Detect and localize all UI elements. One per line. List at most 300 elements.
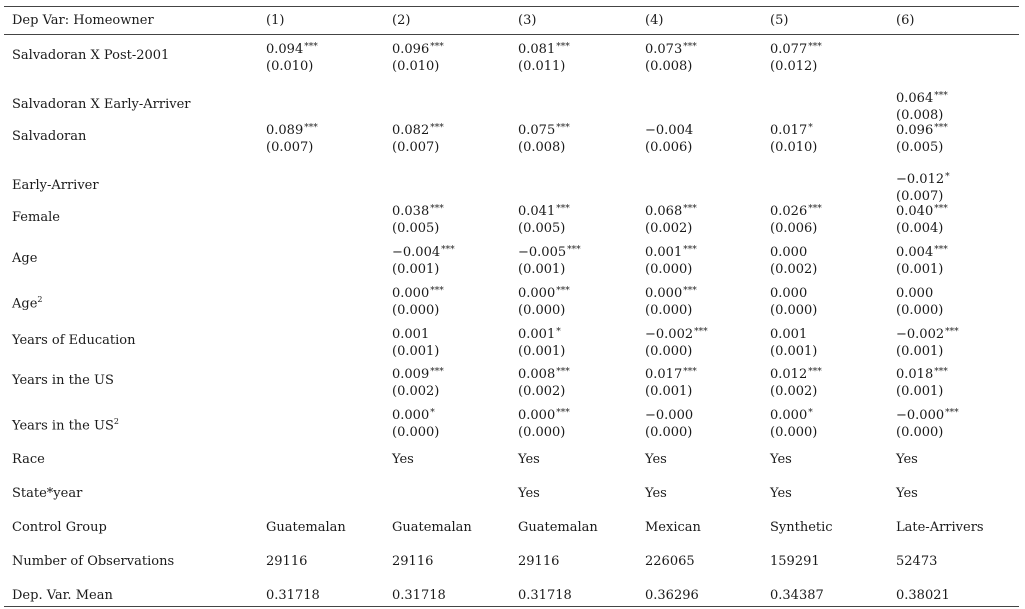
estimate-cell bbox=[645, 120, 694, 156]
coefficient-value: −0.002 bbox=[645, 327, 694, 342]
significance-stars: *** bbox=[556, 42, 570, 52]
estimate-cell bbox=[518, 324, 565, 360]
standard-error: (0.001) bbox=[896, 384, 944, 399]
coefficient bbox=[518, 283, 570, 302]
coefficient bbox=[392, 364, 444, 383]
significance-stars: *** bbox=[441, 245, 455, 255]
coefficient-value: 0.008 bbox=[518, 367, 556, 382]
coefficient bbox=[266, 88, 267, 107]
coefficient bbox=[392, 39, 444, 58]
significance-stars: *** bbox=[556, 123, 570, 133]
footer-value: 0.36296 bbox=[645, 588, 699, 603]
coefficient bbox=[392, 201, 444, 220]
footer-label-number-of-observations: Number of Observations bbox=[12, 554, 175, 569]
estimate-cell bbox=[266, 201, 267, 220]
estimate-cell bbox=[896, 283, 943, 319]
estimate-cell bbox=[392, 364, 444, 400]
estimate-cell bbox=[770, 201, 822, 237]
coefficient bbox=[770, 364, 822, 383]
coefficient-value: 0.040 bbox=[896, 204, 934, 219]
standard-error: (0.001) bbox=[896, 344, 944, 359]
estimate-cell bbox=[266, 283, 267, 302]
coefficient bbox=[770, 405, 817, 424]
row-label-text: Years of Education bbox=[12, 333, 136, 348]
standard-error: (0.002) bbox=[770, 262, 818, 277]
coefficient bbox=[770, 242, 817, 261]
coefficient-value: 0.000 bbox=[392, 286, 430, 301]
row-label-age bbox=[12, 250, 37, 267]
coefficient bbox=[645, 120, 694, 139]
standard-error: (0.000) bbox=[518, 425, 566, 440]
row-label-salvadoran bbox=[12, 128, 86, 145]
significance-stars: *** bbox=[934, 91, 948, 101]
column-header-2: (2) bbox=[392, 13, 411, 28]
estimate-cell bbox=[770, 364, 822, 400]
standard-error: (0.007) bbox=[266, 140, 314, 155]
coefficient-value: 0.001 bbox=[645, 245, 683, 260]
coefficient bbox=[896, 364, 948, 383]
standard-error: (0.008) bbox=[896, 108, 944, 123]
standard-error: (0.011) bbox=[518, 59, 566, 74]
standard-error: (0.000) bbox=[518, 303, 566, 318]
standard-error: (0.007) bbox=[392, 140, 440, 155]
coefficient bbox=[518, 88, 519, 107]
estimate-cell bbox=[645, 324, 708, 360]
coefficient-value: −0.002 bbox=[896, 327, 945, 342]
top-rule bbox=[4, 6, 1019, 7]
coefficient bbox=[518, 405, 570, 424]
significance-stars: *** bbox=[430, 286, 444, 296]
estimate-cell bbox=[770, 242, 817, 278]
estimate-cell bbox=[266, 364, 267, 383]
coefficient bbox=[645, 201, 697, 220]
footer-value: Guatemalan bbox=[392, 520, 472, 535]
coefficient-value: 0.096 bbox=[392, 42, 430, 57]
footer-value: Yes bbox=[392, 452, 414, 467]
coefficient bbox=[896, 283, 943, 302]
footer-value: Yes bbox=[518, 486, 540, 501]
coefficient-value: 0.001 bbox=[770, 327, 808, 342]
coefficient bbox=[896, 242, 948, 261]
significance-stars: *** bbox=[556, 286, 570, 296]
coefficient-value: −0.004 bbox=[392, 245, 441, 260]
significance-stars: *** bbox=[683, 286, 697, 296]
significance-stars: * bbox=[556, 327, 561, 337]
significance-stars: *** bbox=[808, 42, 822, 52]
standard-error: (0.001) bbox=[518, 344, 566, 359]
coefficient bbox=[266, 324, 267, 343]
standard-error: (0.007) bbox=[896, 189, 944, 204]
estimate-cell bbox=[266, 88, 267, 107]
significance-stars: *** bbox=[567, 245, 581, 255]
footer-value: 0.34387 bbox=[770, 588, 824, 603]
coefficient bbox=[770, 283, 817, 302]
coefficient bbox=[518, 120, 570, 139]
coefficient bbox=[518, 169, 519, 188]
estimate-cell bbox=[392, 201, 444, 237]
column-header-5: (5) bbox=[770, 13, 789, 28]
estimate-cell bbox=[770, 405, 817, 441]
footer-value: Yes bbox=[518, 452, 540, 467]
estimate-cell bbox=[770, 283, 817, 319]
column-header-1: (1) bbox=[266, 13, 285, 28]
estimate-cell bbox=[392, 405, 439, 441]
coefficient-value: 0.089 bbox=[266, 123, 304, 138]
row-label-age-squared bbox=[12, 291, 43, 312]
estimate-cell bbox=[896, 39, 897, 58]
estimate-cell bbox=[645, 88, 646, 107]
coefficient bbox=[392, 324, 439, 343]
row-label-text: Early-Arriver bbox=[12, 178, 99, 193]
estimate-cell bbox=[896, 169, 950, 205]
estimate-cell bbox=[896, 324, 959, 360]
row-label-text: Age bbox=[12, 296, 38, 312]
coefficient bbox=[266, 283, 267, 302]
row-label-female bbox=[12, 209, 60, 226]
estimate-cell bbox=[266, 242, 267, 261]
column-header-4: (4) bbox=[645, 13, 664, 28]
standard-error: (0.001) bbox=[392, 344, 440, 359]
column-header-3: (3) bbox=[518, 13, 537, 28]
estimate-cell bbox=[518, 169, 519, 188]
standard-error: (0.010) bbox=[266, 59, 314, 74]
standard-error: (0.012) bbox=[770, 59, 818, 74]
significance-stars: *** bbox=[683, 204, 697, 214]
coefficient-value: 0.077 bbox=[770, 42, 808, 57]
estimate-cell bbox=[645, 39, 697, 75]
row-label-years-in-the-us bbox=[12, 372, 114, 389]
estimate-cell bbox=[645, 201, 697, 237]
estimate-cell bbox=[266, 39, 318, 75]
standard-error: (0.001) bbox=[518, 262, 566, 277]
coefficient bbox=[266, 201, 267, 220]
estimate-cell bbox=[770, 39, 822, 75]
coefficient bbox=[392, 283, 444, 302]
coefficient-value: 0.064 bbox=[896, 91, 934, 106]
estimate-cell bbox=[518, 405, 570, 441]
estimate-cell bbox=[392, 242, 455, 278]
footer-value: 0.38021 bbox=[896, 588, 950, 603]
significance-stars: *** bbox=[430, 204, 444, 214]
standard-error: (0.002) bbox=[518, 384, 566, 399]
coefficient-value: 0.000 bbox=[518, 286, 556, 301]
significance-stars: * bbox=[808, 408, 813, 418]
footer-value: 29116 bbox=[518, 554, 560, 569]
depvar-label: Dep Var: Homeowner bbox=[12, 13, 154, 28]
coefficient bbox=[518, 364, 570, 383]
coefficient bbox=[266, 405, 267, 424]
coefficient-value: 0.000 bbox=[518, 408, 556, 423]
standard-error: (0.002) bbox=[392, 384, 440, 399]
coefficient bbox=[645, 169, 646, 188]
significance-stars: *** bbox=[694, 327, 708, 337]
coefficient-value: 0.001 bbox=[518, 327, 556, 342]
standard-error: (0.010) bbox=[392, 59, 440, 74]
standard-error: (0.001) bbox=[392, 262, 440, 277]
coefficient bbox=[392, 120, 444, 139]
significance-stars: *** bbox=[683, 42, 697, 52]
row-label-salvadoran-x-post-2001 bbox=[12, 47, 169, 64]
footer-value: 0.31718 bbox=[392, 588, 446, 603]
standard-error: (0.001) bbox=[770, 344, 818, 359]
coefficient-value: 0.009 bbox=[392, 367, 430, 382]
footer-value: 29116 bbox=[266, 554, 308, 569]
standard-error: (0.000) bbox=[392, 425, 440, 440]
estimate-cell bbox=[896, 405, 959, 441]
coefficient bbox=[266, 169, 267, 188]
standard-error: (0.005) bbox=[392, 221, 440, 236]
bottom-rule bbox=[4, 606, 1019, 607]
coefficient bbox=[770, 169, 771, 188]
significance-stars: *** bbox=[304, 42, 318, 52]
standard-error: (0.010) bbox=[770, 140, 818, 155]
footer-label-state-year: State*year bbox=[12, 486, 83, 501]
footer-value: Yes bbox=[645, 486, 667, 501]
estimate-cell bbox=[266, 324, 267, 343]
standard-error: (0.000) bbox=[896, 303, 944, 318]
significance-stars: * bbox=[808, 123, 813, 133]
footer-value: 0.31718 bbox=[518, 588, 572, 603]
footer-value: Late-Arrivers bbox=[896, 520, 984, 535]
estimate-cell bbox=[392, 120, 444, 156]
coefficient bbox=[645, 88, 646, 107]
significance-stars: *** bbox=[556, 408, 570, 418]
estimate-cell bbox=[645, 242, 697, 278]
footer-value: Yes bbox=[770, 486, 792, 501]
standard-error: (0.000) bbox=[896, 425, 944, 440]
significance-stars: *** bbox=[945, 327, 959, 337]
coefficient bbox=[266, 242, 267, 261]
estimate-cell bbox=[896, 201, 948, 237]
footer-label-control-group: Control Group bbox=[12, 520, 107, 535]
estimate-cell bbox=[266, 120, 318, 156]
coefficient-value: 0.038 bbox=[392, 204, 430, 219]
coefficient bbox=[896, 39, 897, 58]
standard-error: (0.005) bbox=[518, 221, 566, 236]
estimate-cell bbox=[645, 364, 697, 400]
coefficient bbox=[770, 324, 817, 343]
coefficient bbox=[645, 283, 697, 302]
row-label-text: Salvadoran X Post-2001 bbox=[12, 48, 170, 63]
standard-error: (0.004) bbox=[896, 221, 944, 236]
standard-error: (0.008) bbox=[518, 140, 566, 155]
footer-label-race: Race bbox=[12, 452, 45, 467]
significance-stars: *** bbox=[430, 123, 444, 133]
estimate-cell bbox=[392, 39, 444, 75]
standard-error: (0.001) bbox=[645, 384, 693, 399]
significance-stars: *** bbox=[808, 367, 822, 377]
footer-value: Guatemalan bbox=[266, 520, 346, 535]
coefficient bbox=[645, 242, 697, 261]
coefficient-value: 0.000 bbox=[770, 286, 808, 301]
standard-error: (0.000) bbox=[392, 303, 440, 318]
estimate-cell bbox=[770, 120, 817, 156]
standard-error: (0.006) bbox=[770, 221, 818, 236]
coefficient bbox=[266, 120, 318, 139]
significance-stars: *** bbox=[934, 245, 948, 255]
estimate-cell bbox=[392, 283, 444, 319]
significance-stars: *** bbox=[683, 367, 697, 377]
estimate-cell bbox=[645, 283, 697, 319]
coefficient bbox=[645, 324, 708, 343]
estimate-cell bbox=[266, 169, 267, 188]
coefficient bbox=[645, 405, 694, 424]
estimate-cell bbox=[770, 169, 771, 188]
coefficient bbox=[896, 169, 950, 188]
estimate-cell bbox=[518, 88, 519, 107]
standard-error: (0.000) bbox=[645, 262, 693, 277]
coefficient bbox=[518, 324, 565, 343]
footer-label-dep-var-mean: Dep. Var. Mean bbox=[12, 588, 113, 603]
estimate-cell bbox=[896, 120, 948, 156]
coefficient-value: 0.094 bbox=[266, 42, 304, 57]
significance-stars: * bbox=[945, 172, 950, 182]
significance-stars: *** bbox=[808, 204, 822, 214]
coefficient-value: 0.017 bbox=[645, 367, 683, 382]
footer-value: Yes bbox=[770, 452, 792, 467]
footer-value: 29116 bbox=[392, 554, 434, 569]
significance-stars: *** bbox=[934, 367, 948, 377]
significance-stars: * bbox=[430, 408, 435, 418]
coefficient bbox=[518, 242, 581, 261]
coefficient-value: −0.000 bbox=[645, 408, 694, 423]
standard-error: (0.002) bbox=[645, 221, 693, 236]
coefficient bbox=[896, 88, 948, 107]
estimate-cell bbox=[770, 88, 771, 107]
significance-stars: *** bbox=[430, 42, 444, 52]
superscript: 2 bbox=[37, 295, 43, 304]
coefficient bbox=[392, 242, 455, 261]
coefficient bbox=[266, 39, 318, 58]
significance-stars: *** bbox=[304, 123, 318, 133]
footer-value: Yes bbox=[896, 452, 918, 467]
coefficient-value: 0.000 bbox=[770, 245, 808, 260]
coefficient bbox=[770, 88, 771, 107]
coefficient-value: 0.041 bbox=[518, 204, 556, 219]
coefficient bbox=[896, 405, 959, 424]
coefficient-value: 0.000 bbox=[770, 408, 808, 423]
row-label-text: Years in the US bbox=[12, 373, 114, 388]
coefficient bbox=[770, 201, 822, 220]
standard-error: (0.000) bbox=[645, 303, 693, 318]
coefficient-value: 0.017 bbox=[770, 123, 808, 138]
row-label-text: Salvadoran bbox=[12, 129, 87, 144]
coefficient-value: −0.005 bbox=[518, 245, 567, 260]
estimate-cell bbox=[518, 201, 570, 237]
coefficient-value: 0.012 bbox=[770, 367, 808, 382]
row-label-years-in-the-us-squared bbox=[12, 413, 119, 434]
standard-error: (0.002) bbox=[770, 384, 818, 399]
significance-stars: *** bbox=[683, 245, 697, 255]
coefficient-value: 0.004 bbox=[896, 245, 934, 260]
coefficient bbox=[896, 324, 959, 343]
significance-stars: *** bbox=[934, 123, 948, 133]
footer-value: 0.31718 bbox=[266, 588, 320, 603]
coefficient-value: 0.001 bbox=[392, 327, 430, 342]
footer-value: 52473 bbox=[896, 554, 938, 569]
standard-error: (0.000) bbox=[770, 425, 818, 440]
row-label-salvadoran-x-early-arriver bbox=[12, 96, 191, 113]
coefficient-value: 0.081 bbox=[518, 42, 556, 57]
estimate-cell bbox=[518, 283, 570, 319]
row-label-text: Salvadoran X Early-Arriver bbox=[12, 97, 191, 112]
coefficient-value: 0.082 bbox=[392, 123, 430, 138]
row-label-text: Female bbox=[12, 210, 60, 225]
superscript: 2 bbox=[113, 417, 119, 426]
estimate-cell bbox=[392, 169, 393, 188]
coefficient-value: 0.000 bbox=[645, 286, 683, 301]
estimate-cell bbox=[518, 120, 570, 156]
header-rule bbox=[4, 34, 1019, 35]
coefficient-value: 0.000 bbox=[392, 408, 430, 423]
coefficient-value: 0.075 bbox=[518, 123, 556, 138]
standard-error: (0.006) bbox=[645, 140, 693, 155]
coefficient bbox=[645, 39, 697, 58]
estimate-cell bbox=[392, 88, 393, 107]
standard-error: (0.001) bbox=[896, 262, 944, 277]
significance-stars: *** bbox=[430, 367, 444, 377]
row-label-early-arriver bbox=[12, 177, 99, 194]
standard-error: (0.005) bbox=[896, 140, 944, 155]
footer-value: Yes bbox=[896, 486, 918, 501]
coefficient bbox=[770, 120, 817, 139]
row-label-text: Age bbox=[12, 251, 38, 266]
estimate-cell bbox=[266, 405, 267, 424]
standard-error: (0.000) bbox=[770, 303, 818, 318]
coefficient-value: −0.004 bbox=[645, 123, 694, 138]
standard-error: (0.000) bbox=[645, 344, 693, 359]
standard-error: (0.008) bbox=[645, 59, 693, 74]
footer-value: Guatemalan bbox=[518, 520, 598, 535]
standard-error: (0.000) bbox=[645, 425, 693, 440]
significance-stars: *** bbox=[556, 367, 570, 377]
estimate-cell bbox=[896, 242, 948, 278]
coefficient bbox=[645, 364, 697, 383]
estimate-cell bbox=[518, 242, 581, 278]
coefficient-value: 0.073 bbox=[645, 42, 683, 57]
coefficient-value: 0.018 bbox=[896, 367, 934, 382]
coefficient-value: 0.026 bbox=[770, 204, 808, 219]
footer-value: Mexican bbox=[645, 520, 701, 535]
significance-stars: *** bbox=[945, 408, 959, 418]
significance-stars: *** bbox=[556, 204, 570, 214]
estimate-cell bbox=[770, 324, 817, 360]
coefficient-value: −0.000 bbox=[896, 408, 945, 423]
coefficient-value: 0.068 bbox=[645, 204, 683, 219]
row-label-text: Years in the US bbox=[12, 418, 114, 434]
coefficient-value: 0.000 bbox=[896, 286, 934, 301]
row-label-years-of-education bbox=[12, 332, 135, 349]
estimate-cell bbox=[645, 169, 646, 188]
footer-value: 159291 bbox=[770, 554, 820, 569]
significance-stars: *** bbox=[934, 204, 948, 214]
coefficient bbox=[392, 405, 439, 424]
estimate-cell bbox=[896, 88, 948, 124]
coefficient bbox=[392, 88, 393, 107]
footer-value: Yes bbox=[645, 452, 667, 467]
column-header-6: (6) bbox=[896, 13, 915, 28]
coefficient bbox=[896, 201, 948, 220]
estimate-cell bbox=[518, 364, 570, 400]
coefficient bbox=[770, 39, 822, 58]
coefficient bbox=[518, 39, 570, 58]
estimate-cell bbox=[392, 324, 439, 360]
footer-value: Synthetic bbox=[770, 520, 833, 535]
estimate-cell bbox=[896, 364, 948, 400]
coefficient bbox=[518, 201, 570, 220]
footer-value: 226065 bbox=[645, 554, 695, 569]
coefficient bbox=[896, 120, 948, 139]
